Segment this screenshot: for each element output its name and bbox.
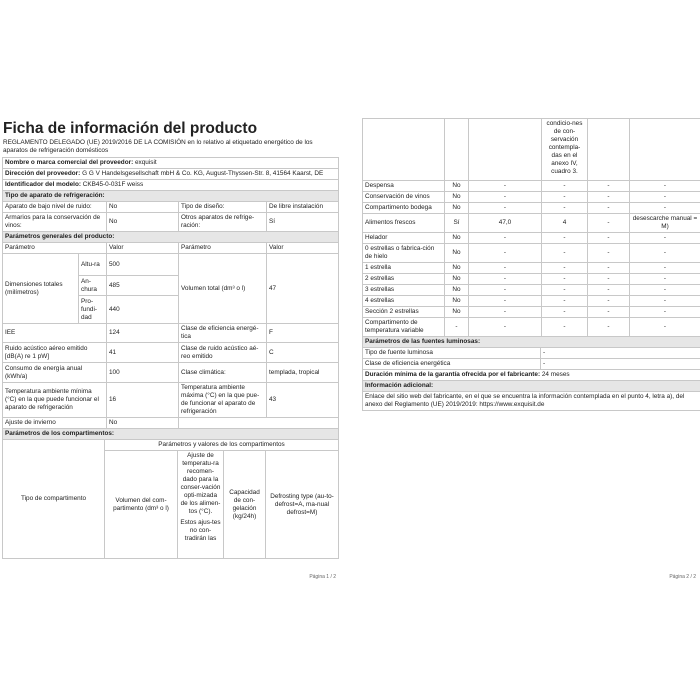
compartment-cell-defrost: -: [630, 233, 700, 244]
compartment-cell-defrost: -: [630, 244, 700, 263]
depth-value: 440: [107, 296, 179, 324]
min-temp-value: 16: [107, 383, 179, 418]
other-label: Otros aparatos de refrige-ración:: [179, 213, 267, 232]
compartment-cell-temp: -: [542, 244, 588, 263]
light-section-heading: Parámetros de las fuentes luminosas:: [363, 337, 700, 348]
compartment-cell-vol: -: [469, 192, 542, 203]
compartment-cell-present: No: [445, 233, 469, 244]
compartment-cell-name: 1 estrella: [363, 263, 445, 274]
low-noise-value: No: [107, 202, 179, 213]
consumption-label: Consumo de energía anual (kWh/a): [3, 363, 107, 383]
compartment-cell-vol: -: [469, 318, 542, 337]
light-class-label: Clase de eficiencia energética: [363, 359, 541, 370]
page-1: [0, 118, 340, 583]
compartment-cell-name: 2 estrellas: [363, 274, 445, 285]
compartment-cell-vol: 47,0: [469, 214, 542, 233]
compartment-cell-vol: -: [469, 296, 542, 307]
comp-type-header: Tipo de compartimento: [3, 440, 105, 559]
climate-value: templada, tropical: [267, 363, 339, 383]
general-section-heading: Parámetros generales del producto:: [3, 232, 339, 243]
product-info-table: [2, 157, 339, 440]
compartment-cell-present: Sí: [445, 214, 469, 233]
light-source-table: [362, 336, 700, 411]
param-header: Parámetro: [3, 243, 107, 254]
compartment-cell-defrost: -: [630, 203, 700, 214]
compartment-cell-name: 4 estrellas: [363, 296, 445, 307]
supplier-name-row: Nombre o marca comercial del proveedor: exquisit: [3, 158, 339, 169]
compartment-cell-freeze: -: [588, 318, 630, 337]
min-temp-label: Temperatura ambiente mínima (°C) en la que puede funcionar el aparato de refrigeración: [3, 383, 107, 418]
regulation-text: REGLAMENTO DELEGADO (UE) 2019/2016 DE LA COMISIÓN en lo relativo al etiquetado energético de los aparatos de refrigeración domésticos: [3, 139, 313, 154]
compartment-cell-present: No: [445, 274, 469, 285]
compartment-cell-name: Sección 2 estrellas: [363, 307, 445, 318]
dimensions-label: Dimensiones totales (milímetros): [3, 254, 79, 324]
compartment-cell-name: Conservación de vinos: [363, 192, 445, 203]
page-2: [360, 118, 700, 583]
comp-temp-header: Ajuste de temperatu-ra recomen-dado para la conser-vación opti-mizada de los alimen-tos (°C). Estos ajus-tes no con-tradirán las: [178, 451, 224, 559]
noise-value: 41: [107, 343, 179, 363]
eclass-label: Clase de eficiencia energé-tica: [179, 324, 267, 343]
compartment-cell-defrost: -: [630, 263, 700, 274]
value-header: Valor: [107, 243, 179, 254]
compartment-cell-vol: -: [469, 307, 542, 318]
compartment-cell-freeze: -: [588, 274, 630, 285]
light-class-value: -: [541, 359, 700, 370]
compartment-cell-freeze: -: [588, 233, 630, 244]
compartment-cell-temp: -: [542, 285, 588, 296]
comp-defrost-header: Defrosting type (au-to-defrost=A, ma-nual defrost=M): [266, 451, 339, 559]
compartment-row: [363, 244, 700, 263]
compartment-row: [363, 181, 700, 192]
compartment-row: [363, 318, 700, 337]
compartment-cell-freeze: -: [588, 192, 630, 203]
compartment-cell-present: No: [445, 296, 469, 307]
compartment-cell-defrost: -: [630, 296, 700, 307]
compartment-cell-temp: -: [542, 192, 588, 203]
climate-label: Clase climática:: [179, 363, 267, 383]
compartment-cell-temp: -: [542, 263, 588, 274]
compartment-cell-present: -: [445, 318, 469, 337]
compartment-cell-vol: -: [469, 181, 542, 192]
max-temp-value: 43: [267, 383, 339, 418]
winter-label: Ajuste de invierno: [3, 418, 107, 429]
warranty-row: Duración mínima de la garantía ofrecida por el fabricante: 24 meses: [363, 370, 700, 381]
volume-label: Volumen total (dm³ o l): [179, 254, 267, 324]
compartment-cell-vol: -: [469, 263, 542, 274]
compartment-cell-present: No: [445, 285, 469, 296]
compartment-cell-present: No: [445, 307, 469, 318]
compartment-cell-name: 3 estrellas: [363, 285, 445, 296]
other-value: Sí: [267, 213, 339, 232]
compartment-cell-vol: -: [469, 274, 542, 285]
compartment-cell-defrost: desescarche manual = M): [630, 214, 700, 233]
compartment-cell-freeze: -: [588, 214, 630, 233]
compartment-cell-freeze: -: [588, 285, 630, 296]
height-label: Altu-ra: [79, 254, 107, 276]
width-label: An-chura: [79, 276, 107, 296]
compartment-cell-temp: -: [542, 181, 588, 192]
compartment-cell-temp: -: [542, 307, 588, 318]
compartment-table: [362, 118, 700, 337]
comp-freeze-header: Capacidad de con-gelación (kg/24h): [224, 451, 266, 559]
model-row: Identificador del modelo: CKB45-0-031F weiss: [3, 180, 339, 191]
compartment-header-table: [2, 439, 339, 559]
noise-label: Ruido acústico aéreo emitido [dB(A) re 1 pW]: [3, 343, 107, 363]
consumption-value: 100: [107, 363, 179, 383]
eei-value: 124: [107, 324, 179, 343]
compartment-cell-name: Alimentos frescos: [363, 214, 445, 233]
height-value: 500: [107, 254, 179, 276]
param-header-2: Parámetro: [179, 243, 267, 254]
compartment-cell-temp: -: [542, 233, 588, 244]
compartment-cell-freeze: -: [588, 296, 630, 307]
light-type-value: -: [541, 348, 700, 359]
comp-temp-header-cont: condicio-nes de con-servación contempla-das en el anexo IV, cuadro 3.: [542, 119, 588, 181]
comp-section-heading: Parámetros de los compartimentos:: [3, 429, 339, 440]
compartment-cell-defrost: -: [630, 318, 700, 337]
compartment-row: [363, 233, 700, 244]
compartment-row: [363, 214, 700, 233]
winter-value: No: [107, 418, 179, 429]
page-title: Ficha de información del producto: [3, 120, 258, 137]
low-noise-label: Aparato de bajo nivel de ruido:: [3, 202, 107, 213]
compartment-cell-freeze: -: [588, 203, 630, 214]
supplier-address-row: Dirección del proveedor: G G V Handelsgesellschaft mbH & Co. KG, August-Thyssen-Str. 8, 41564 Kaarst, DE: [3, 169, 339, 180]
compartment-cell-present: No: [445, 263, 469, 274]
compartment-cell-freeze: -: [588, 307, 630, 318]
extra-section-heading: Información adicional:: [363, 381, 700, 392]
compartment-cell-present: No: [445, 244, 469, 263]
noise-class-value: C: [267, 343, 339, 363]
compartment-cell-defrost: -: [630, 192, 700, 203]
compartment-cell-name: Compartimento bodega: [363, 203, 445, 214]
volume-value: 47: [267, 254, 339, 324]
wine-value: No: [107, 213, 179, 232]
compartment-cell-temp: -: [542, 296, 588, 307]
compartment-cell-name: Helador: [363, 233, 445, 244]
compartment-cell-temp: -: [542, 274, 588, 285]
page-number: Página 1 / 2: [309, 574, 336, 580]
compartment-cell-vol: -: [469, 203, 542, 214]
compartment-cell-defrost: -: [630, 307, 700, 318]
comp-params-header: Parámetros y valores de los compartimentos: [105, 440, 339, 451]
eclass-value: F: [267, 324, 339, 343]
compartment-cell-present: No: [445, 181, 469, 192]
extra-info-text: Enlace del sitio web del fabricante, en el que se encuentra la información contemplada en el punto 4, letra a), del anexo del Reglamento (UE) 2019/2019: https://www.exquisit.de: [363, 392, 700, 411]
compartment-cell-temp: -: [542, 203, 588, 214]
compartment-cell-name: Despensa: [363, 181, 445, 192]
compartment-cell-name: Compartimento de temperatura variable: [363, 318, 445, 337]
design-label: Tipo de diseño:: [179, 202, 267, 213]
compartment-cell-freeze: -: [588, 263, 630, 274]
design-value: De libre instalación: [267, 202, 339, 213]
comp-volume-header: Volumen del com-partimento (dm³ o l): [105, 451, 178, 559]
light-type-label: Tipo de fuente luminosa: [363, 348, 541, 359]
compartment-cell-freeze: -: [588, 244, 630, 263]
type-section-heading: Tipo de aparato de refrigeración:: [3, 191, 339, 202]
compartment-row: [363, 285, 700, 296]
compartment-cell-name: 0 estrellas o fabrica-ción de hielo: [363, 244, 445, 263]
wine-label: Armarios para la conservación de vinos:: [3, 213, 107, 232]
compartment-cell-vol: -: [469, 285, 542, 296]
compartment-row: [363, 263, 700, 274]
depth-label: Pro-fundi-dad: [79, 296, 107, 324]
compartment-cell-temp: 4: [542, 214, 588, 233]
page-number-2: Página 2 / 2: [669, 574, 696, 580]
compartment-cell-present: No: [445, 203, 469, 214]
eei-label: IEE: [3, 324, 107, 343]
max-temp-label: Temperatura ambiente máxima (°C) en la que pue-de funcionar el aparato de refrigeración: [179, 383, 267, 418]
width-value: 485: [107, 276, 179, 296]
value-header-2: Valor: [267, 243, 339, 254]
compartment-cell-defrost: -: [630, 285, 700, 296]
compartment-row: [363, 203, 700, 214]
compartment-cell-temp: -: [542, 318, 588, 337]
compartment-cell-defrost: -: [630, 181, 700, 192]
compartment-row: [363, 274, 700, 285]
compartment-cell-present: No: [445, 192, 469, 203]
compartment-row: [363, 296, 700, 307]
noise-class-label: Clase de ruido acústico aé-reo emitido: [179, 343, 267, 363]
compartment-cell-freeze: -: [588, 181, 630, 192]
compartment-row: [363, 307, 700, 318]
compartment-cell-vol: -: [469, 233, 542, 244]
compartment-row: [363, 192, 700, 203]
compartment-cell-defrost: -: [630, 274, 700, 285]
compartment-cell-vol: -: [469, 244, 542, 263]
